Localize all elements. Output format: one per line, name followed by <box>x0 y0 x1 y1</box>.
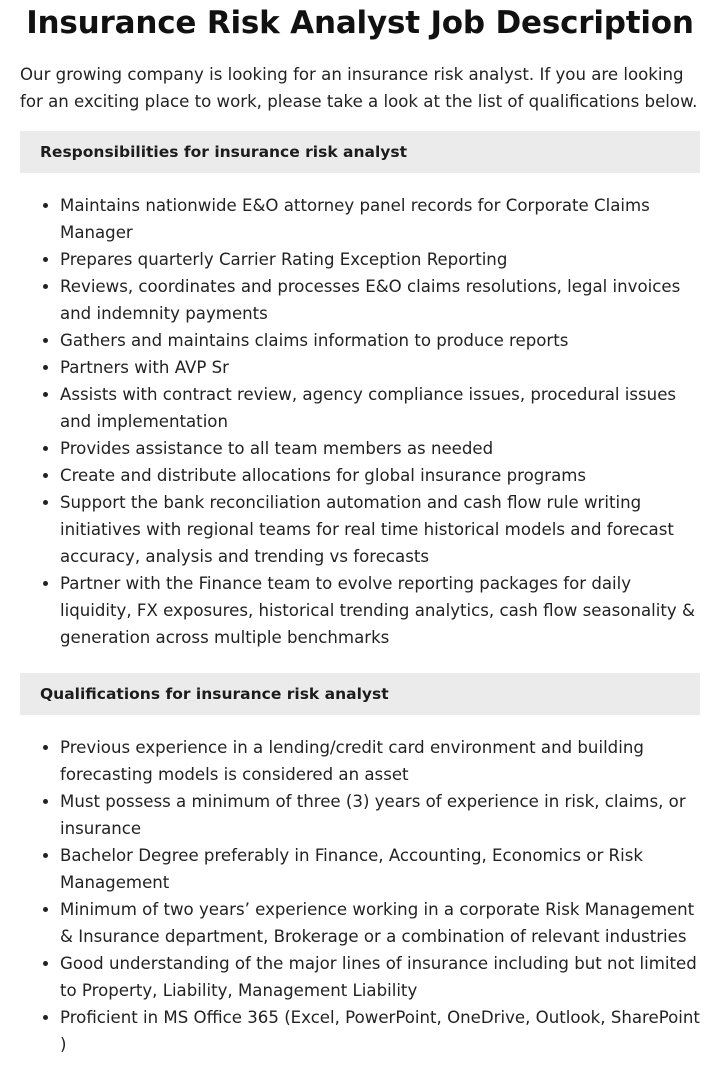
list-item: • Good understanding of the major lines of insurance including but not limited to Property, Liability, Management Liability <box>60 950 700 1004</box>
responsibilities-list <box>20 192 700 651</box>
list-item: • Previous experience in a lending/credit card environment and building forecasting models is considered an asset <box>60 734 700 788</box>
list-item: • Partner with the Finance team to evolve reporting packages for daily liquidity, FX exposures, historical trending analytics, cash flow seasonality & generation across multiple benchmarks <box>60 570 700 651</box>
responsibilities-heading: Responsibilities for insurance risk analyst <box>20 131 700 173</box>
list-item: • Gathers and maintains claims information to produce reports <box>60 327 700 354</box>
list-item: • Create and distribute allocations for global insurance programs <box>60 462 700 489</box>
list-item: • Maintains nationwide E&O attorney panel records for Corporate Claims Manager <box>60 192 700 246</box>
list-item: • Assists with contract review, agency compliance issues, procedural issues and implementation <box>60 381 700 435</box>
page-title: Insurance Risk Analyst Job Description <box>26 5 694 41</box>
list-item: • Reviews, coordinates and processes E&O claims resolutions, legal invoices and indemnity payments <box>60 273 700 327</box>
list-item: • Partners with AVP Sr <box>60 354 700 381</box>
qualifications-list <box>20 734 700 1058</box>
list-item: • Proficient in MS Office 365 (Excel, PowerPoint, OneDrive, Outlook, SharePoint ) <box>60 1004 700 1058</box>
list-item: • Provides assistance to all team members as needed <box>60 435 700 462</box>
intro-paragraph: Our growing company is looking for an insurance risk analyst. If you are looking for an exciting place to work, please take a look at the list of qualifications below. <box>20 65 698 111</box>
list-item: • Prepares quarterly Carrier Rating Exception Reporting <box>60 246 700 273</box>
list-item: • Minimum of two years’ experience working in a corporate Risk Management & Insurance department, Brokerage or a combination of relevant industries <box>60 896 700 950</box>
qualifications-heading: Qualifications for insurance risk analyst <box>20 673 700 715</box>
list-item: • Must possess a minimum of three (3) years of experience in risk, claims, or insurance <box>60 788 700 842</box>
list-item: • Support the bank reconciliation automation and cash flow rule writing initiatives with regional teams for real time historical models and forecast accuracy, analysis and trending vs forecasts <box>60 489 700 570</box>
list-item: • Bachelor Degree preferably in Finance, Accounting, Economics or Risk Management <box>60 842 700 896</box>
